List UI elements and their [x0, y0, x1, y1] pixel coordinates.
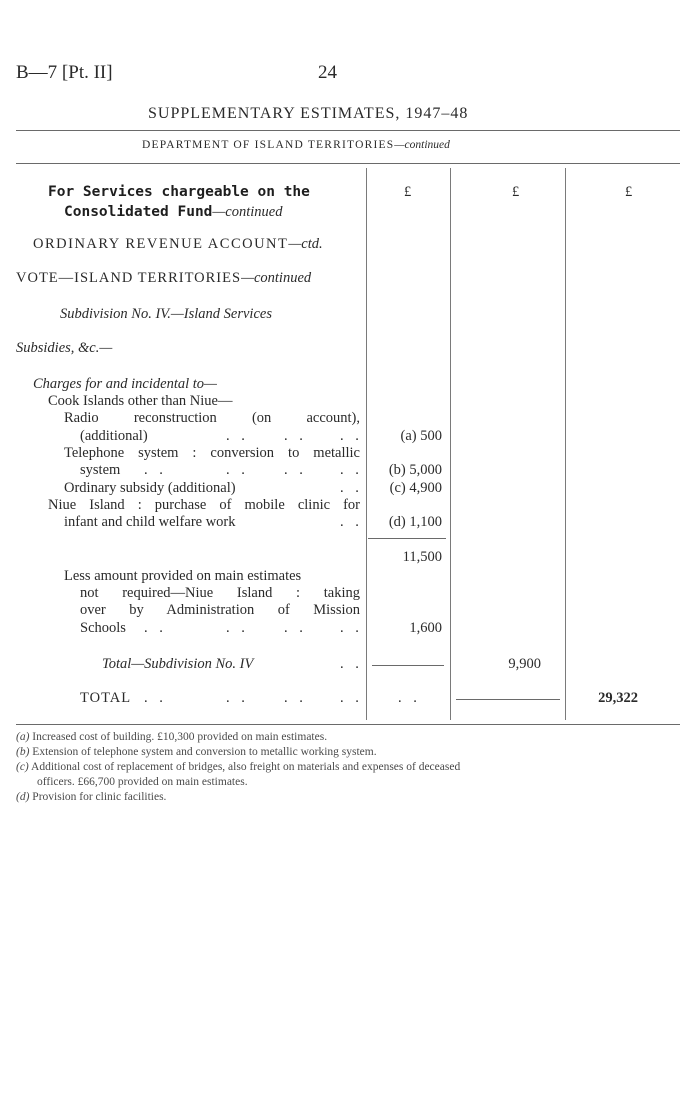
- footnote-a: [16, 731, 327, 743]
- leader-dots: . .: [284, 428, 307, 444]
- table-heading-line-2: [64, 203, 282, 221]
- footnote-mark: (b): [16, 746, 30, 758]
- department-suffix: —continued: [394, 139, 450, 151]
- footnote-text: Provision for clinic facilities.: [32, 791, 167, 803]
- subtotal-amount: 11,500: [402, 549, 442, 565]
- leader-dots: . .: [226, 620, 249, 636]
- leader-dots: . .: [144, 690, 167, 706]
- footnote-mark: (d): [16, 791, 30, 803]
- account-name: ORDINARY REVENUE ACCOUNT: [33, 236, 289, 252]
- footnote-c: [16, 761, 460, 773]
- subdivision-total-amount: 9,900: [508, 656, 541, 672]
- title-rule: [16, 130, 680, 131]
- less-line-1: Less amount provided on main estimates: [64, 568, 302, 584]
- leader-dots: . .: [284, 690, 307, 706]
- telephone-line-1: Telephone system : conversion to metallic: [64, 445, 360, 461]
- leader-dots: . .: [226, 428, 249, 444]
- currency-header-2: £: [512, 184, 520, 200]
- leader-dots: . .: [340, 690, 363, 706]
- page-reference: B—7 [Pt. II]: [16, 62, 113, 83]
- leader-dots: . .: [340, 620, 363, 636]
- less-line-4: Schools: [80, 620, 126, 636]
- footnote-text: Increased cost of building. £10,300 provided on main estimates.: [32, 731, 328, 743]
- grand-total-rule: [456, 699, 560, 700]
- leader-dots: . .: [284, 620, 307, 636]
- table-top-rule: [16, 163, 680, 164]
- column-rule-3: [565, 168, 566, 720]
- radio-line-2: (additional): [80, 428, 148, 444]
- page-title: SUPPLEMENTARY ESTIMATES, 1947–48: [148, 105, 469, 122]
- ordinary-subsidy: Ordinary subsidy (additional): [64, 480, 236, 496]
- account-heading: [33, 236, 323, 253]
- subsidies-heading: Subsidies, &c.—: [16, 340, 113, 356]
- footnote-mark: (c): [16, 761, 29, 773]
- subdivision-total-rule: [372, 665, 444, 666]
- subdivision-total-label: Total—Subdivision No. IV: [102, 656, 254, 672]
- leader-dots: . .: [340, 480, 363, 496]
- account-suffix: —ctd.: [288, 236, 323, 252]
- subtotal-rule: [368, 538, 446, 539]
- vote-suffix: —continued: [241, 270, 312, 286]
- department-heading: [142, 139, 450, 151]
- telephone-amount: (b) 5,000: [388, 462, 442, 478]
- leader-dots: . .: [340, 428, 363, 444]
- footnote-text: Additional cost of replacement of bridges, also freight on materials and expenses of deceased: [31, 761, 461, 773]
- leader-dots: . .: [340, 656, 363, 672]
- grand-total-label: TOTAL: [80, 690, 132, 706]
- less-amount: 1,600: [409, 620, 442, 636]
- leader-dots: . .: [284, 462, 307, 478]
- table-heading-fund: Consolidated Fund: [64, 204, 213, 220]
- niue-amount: (d) 1,100: [388, 514, 442, 530]
- radio-amount: (a) 500: [400, 428, 442, 444]
- leader-dots: . .: [144, 462, 167, 478]
- page-number: 24: [318, 62, 337, 83]
- leader-dots: . .: [340, 462, 363, 478]
- telephone-line-2: system: [80, 462, 121, 478]
- niue-line-1: Niue Island : purchase of mobile clinic for: [48, 497, 360, 513]
- leader-dots: . .: [144, 620, 167, 636]
- leader-dots: . .: [226, 462, 249, 478]
- footnote-d: [16, 791, 166, 803]
- cook-islands-heading: Cook Islands other than Niue—: [48, 393, 233, 409]
- table-heading-line-1: For Services chargeable on the: [48, 184, 310, 200]
- table-heading-suffix: —continued: [212, 204, 283, 220]
- footnote-mark: (a): [16, 731, 30, 743]
- footnote-text: Extension of telephone system and conversion to metallic working system.: [32, 746, 377, 758]
- charges-heading: Charges for and incidental to—: [33, 376, 217, 392]
- niue-line-2: infant and child welfare work: [64, 514, 236, 530]
- currency-header-3: £: [625, 184, 633, 200]
- table-bottom-rule: [16, 724, 680, 725]
- column-rule-2: [450, 168, 451, 720]
- footnote-c-continued: officers. £66,700 provided on main estimates.: [37, 776, 248, 788]
- vote-name: VOTE—ISLAND TERRITORIES: [16, 270, 242, 286]
- less-line-2: not required—Niue Island : taking: [80, 585, 360, 601]
- footnote-b: [16, 746, 377, 758]
- less-line-3: over by Administration of Mission: [80, 602, 360, 618]
- grand-total-amount: 29,322: [598, 690, 638, 706]
- radio-line-1: Radio reconstruction (on account),: [64, 410, 360, 426]
- subdivision-heading: Subdivision No. IV.—Island Services: [60, 306, 272, 322]
- currency-header-1: £: [404, 184, 412, 200]
- vote-heading: [16, 270, 311, 287]
- leader-dots: . .: [340, 514, 363, 530]
- leader-dots: . .: [398, 690, 421, 706]
- department-name: DEPARTMENT OF ISLAND TERRITORIES: [142, 139, 395, 151]
- ordinary-subsidy-amount: (c) 4,900: [389, 480, 442, 496]
- column-rule-1: [366, 168, 367, 720]
- leader-dots: . .: [226, 690, 249, 706]
